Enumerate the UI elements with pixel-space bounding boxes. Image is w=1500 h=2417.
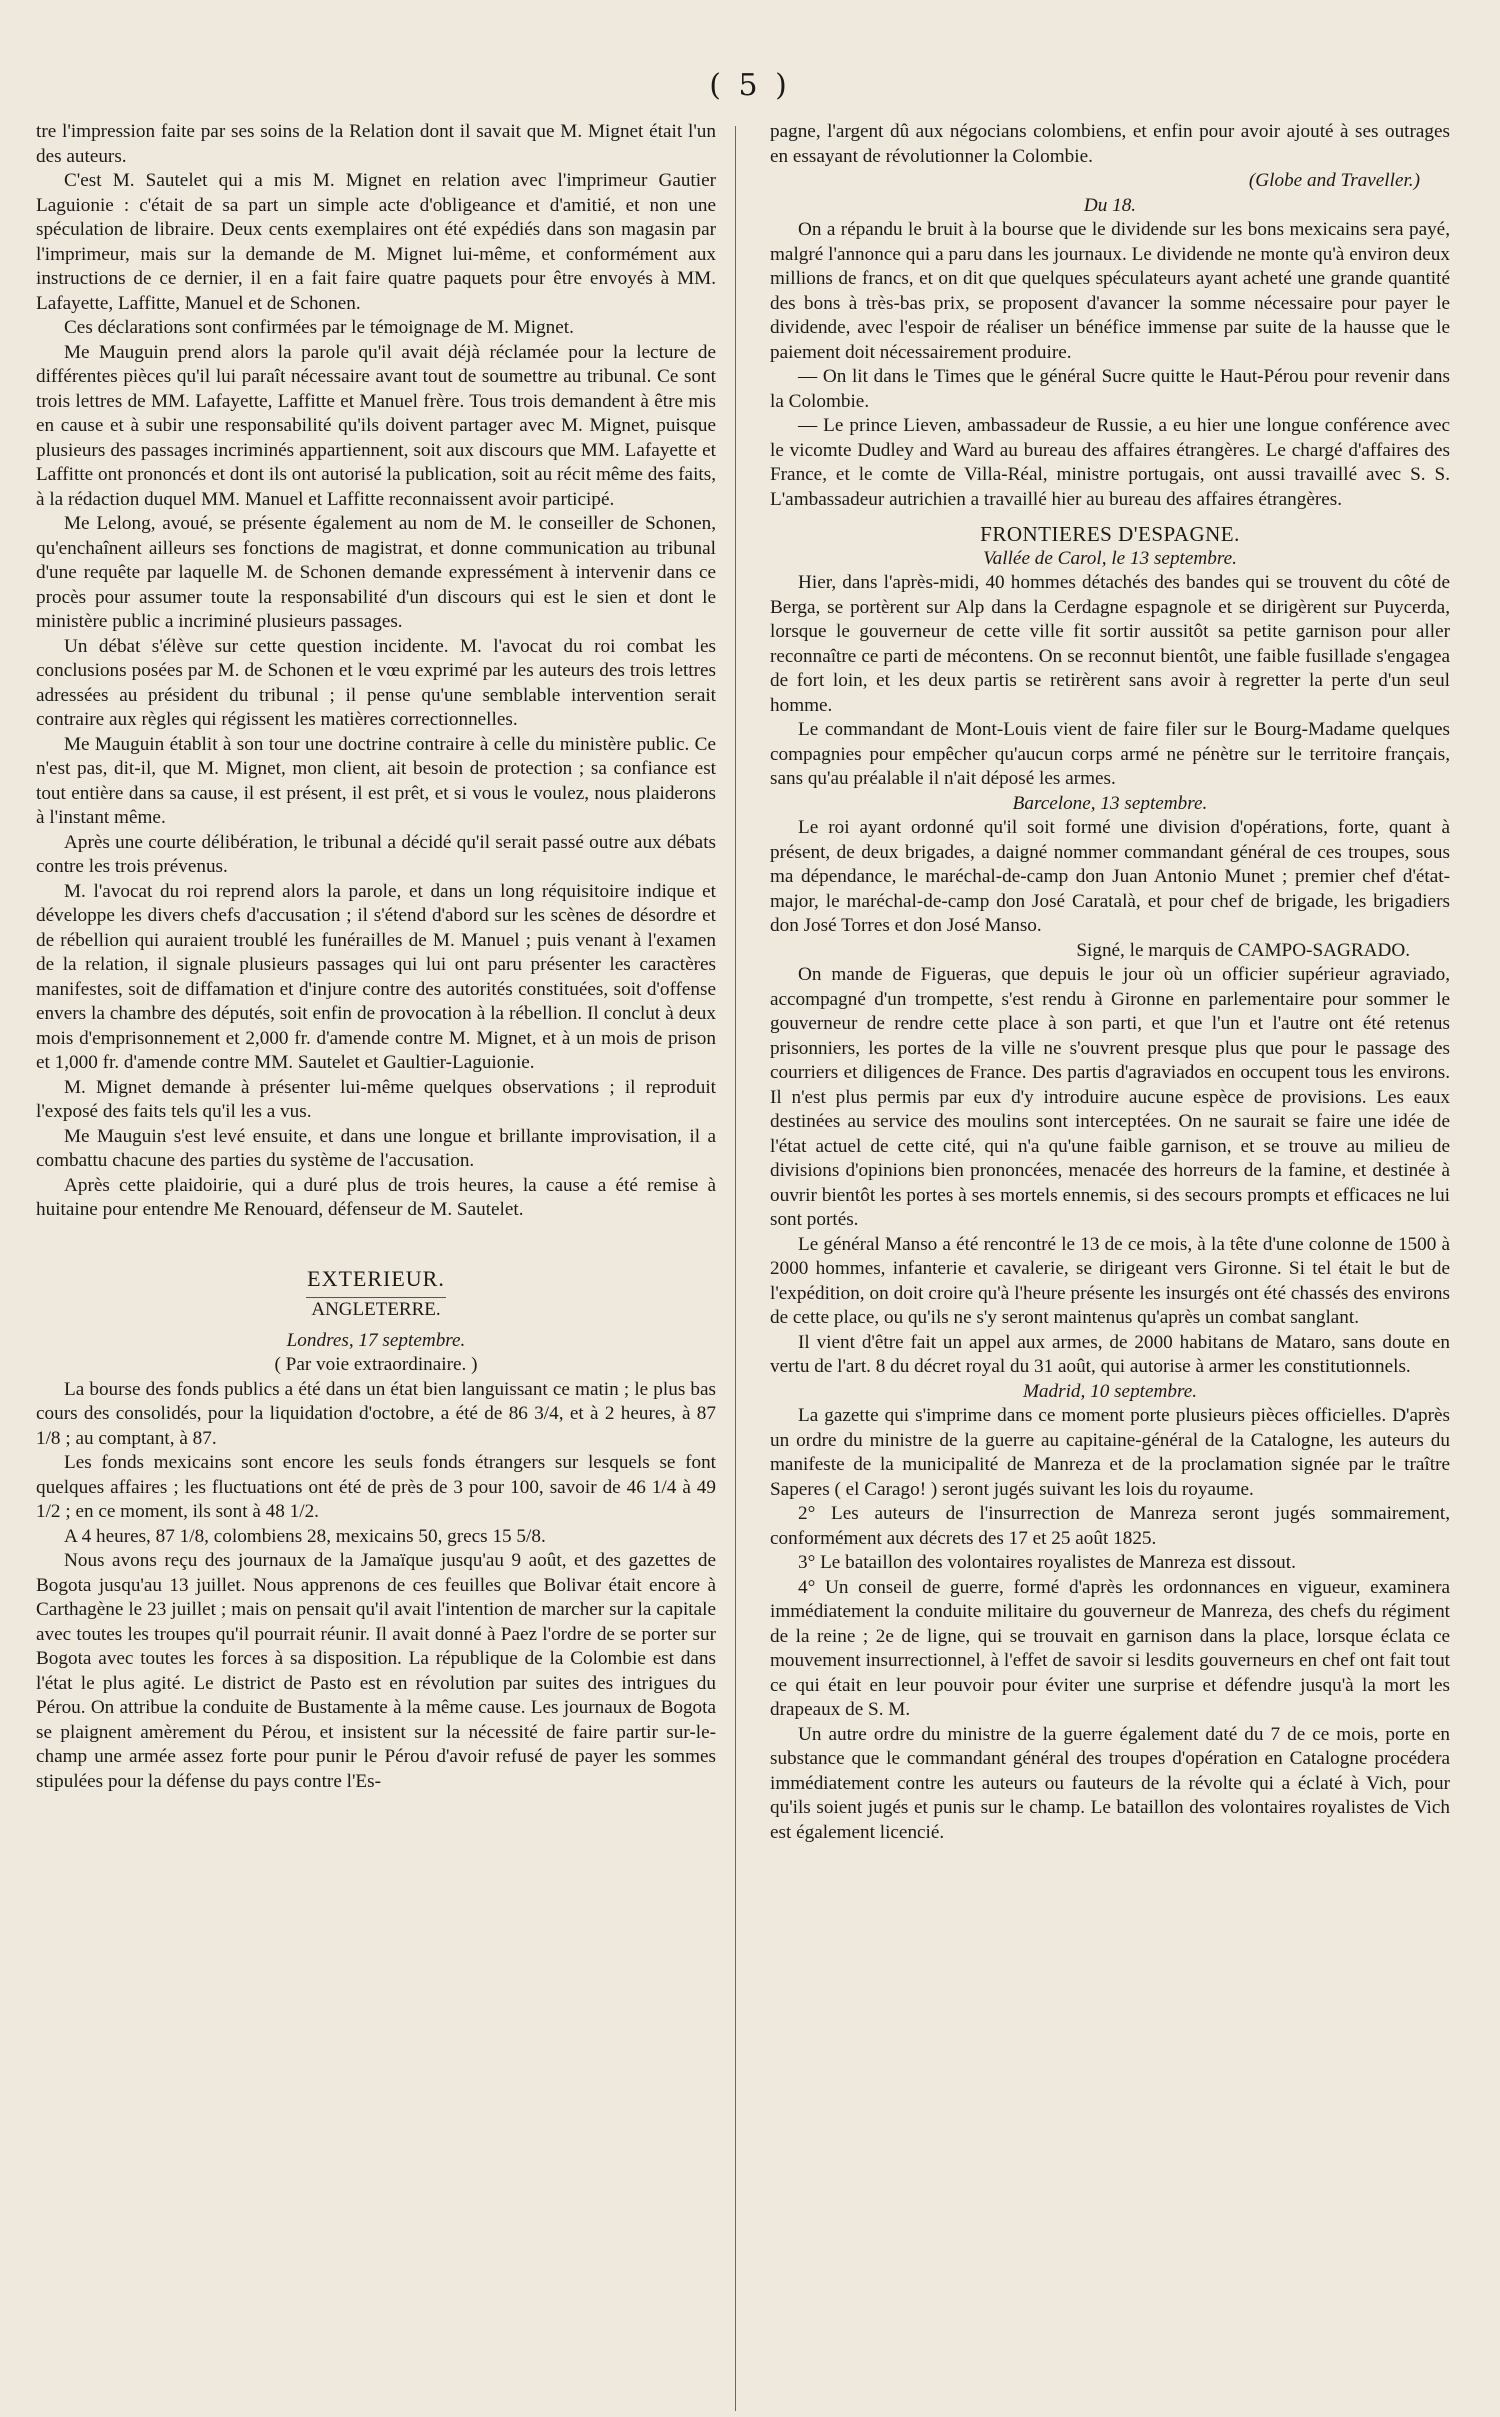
dateline-vallee-de-carol: Vallée de Carol, le 13 septembre. <box>983 547 1237 569</box>
paragraph: Le général Manso a été rencontré le 13 de ce mois, à la tête d'une colonne de 1500 à 2000 hommes, infanterie et cavalerie, se dirigeant vers Gironne. Si tel était le but de l'expédition, on doit croire qu'à l'heure présente les insurgés ont été chassés des environs de cette place, ou qu'ils ne s'y seront maintenus qu'après un combat sanglant. <box>770 1233 1450 1328</box>
paragraph: Un autre ordre du ministre de la guerre également daté du 7 de ce mois, porte en substance que le commandant général des troupes d'opération en Catalogne procédera immédiatement contre les auteurs ou fauteurs de la révolte qui a éclaté à Vich, pour qu'ils soient jugés et punis sur le champ. Le bataillon des volontaires royalistes de Vich est également licencié. <box>770 1723 1450 1843</box>
paragraph: pagne, l'argent dû aux négocians colombiens, et enfin pour avoir ajouté à ses outrages en essayant de révolutionner la Colombie. <box>770 121 1450 167</box>
dateline-londres: Londres, 17 septembre. <box>286 1329 466 1351</box>
paragraph: A 4 heures, 87 1/8, colombiens 28, mexicains 50, grecs 15 5/8. <box>64 1525 546 1547</box>
source-citation: (Globe and Traveller.) <box>1248 170 1420 191</box>
paragraph: Nous avons reçu des journaux de la Jamaïque jusqu'au 9 août, et des gazettes de Bogota jusqu'au 13 juillet. Nous apprenons de ces feuilles que Bolivar était encore à Carthagène le 23 juillet ; mais on pensait qu'il avait l'intention de marcher sur la capitale avec toutes les troupes qu'il pourrait réunir. Il avait donné à Paez l'ordre de se porter sur Bogota avec toutes les forces à sa disposition. La république de la Colombie est dans l'état le plus agité. Le district de Pasto est en révolution par suites des intrigues du Pérou. On attribue la conduite de Bustamente à la même cause. Les journaux de Bogota se plaignent amèrement du Pérou, et insistent sur la nécessité de faire partir sur-le-champ une armée assez forte pour punir le Pérou d'avoir refusé de payer les sommes stipulées pour la défense du pays contre l'Es- <box>36 1550 716 1792</box>
paragraph: 2° Les auteurs de l'insurrection de Manreza seront jugés sommairement, conformément aux décrets des 17 et 25 août 1825. <box>770 1503 1450 1549</box>
paragraph: Me Mauguin s'est levé ensuite, et dans une longue et brillante improvisation, il a combattu chacune des parties du système de l'accusation. <box>36 1125 716 1171</box>
dateline-madrid: Madrid, 10 septembre. <box>1022 1380 1198 1402</box>
paragraph: — Le prince Lieven, ambassadeur de Russie, a eu hier une longue conférence avec le vicomte Dudley and Ward au bureau des affaires étrangères. Le chargé d'affaires des France, et le comte de Villa-Réal, ministre portugais, ont aussi travaillé avec S. S. L'ambassadeur autrichien a travaillé hier au bureau des affaires étrangères. <box>770 415 1450 510</box>
paragraph: Me Lelong, avoué, se présente également au nom de M. le conseiller de Schonen, qu'enchaînent ailleurs ses fonctions de magistrat, et donne communication au tribunal d'une requête par laquelle M. de Schonen demande expressément à intervenir dans ce procès pour assumer toute la responsabilité d'un discours qui est le sien et dont le ministère public a incriminé plusieurs passages. <box>36 513 716 632</box>
dateline-du-18: Du 18. <box>1083 194 1137 216</box>
paragraph: Après une courte délibération, le tribunal a décidé qu'il serait passé outre aux débats contre les trois prévenus. <box>36 831 716 877</box>
paragraph: Un débat s'élève sur cette question incidente. M. l'avocat du roi combat les conclusions posées par M. de Schonen et le vœu exprimé par les auteurs des trois lettres adressées au président du tribunal ; il pense qu'une semblable intervention serait contraire aux règles qui régissent les matières correctionnelles. <box>36 635 716 730</box>
paragraph: M. Mignet demande à présenter lui-même quelques observations ; il reproduit l'exposé des faits tels qu'il les a vus. <box>36 1076 716 1122</box>
paragraph: C'est M. Sautelet qui a mis M. Mignet en relation avec l'imprimeur Gautier Laguionie : c'était de sa part un simple acte d'obligeance et d'amitié, et non une spéculation de libraire. Deux cents exemplaires ont été expédiés dans son magasin par l'imprimeur, mais sur la demande de M. Mignet lui-même, et conformément aux instructions de ce dernier, il en a fait faire quatre paquets pour être envoyés à MM. Lafayette, Laffitte, Manuel et de Schonen. <box>36 170 716 314</box>
paragraph: — On lit dans le Times que le général Sucre quitte le Haut-Pérou pour revenir dans la Colombie. <box>770 366 1450 412</box>
right-column <box>770 120 1450 1845</box>
paragraph: Après cette plaidoirie, qui a duré plus de trois heures, la cause a été remise à huitaine pour entendre Me Renouard, défenseur de M. Sautelet. <box>36 1174 716 1220</box>
paragraph: La bourse des fonds publics a été dans un état bien languissant ce matin ; le plus bas cours des consolidés, pour la liquidation d'octobre, a été de 86 3/4, et à 2 heures, à 87 1/8 ; au comptant, à 87. <box>36 1378 716 1449</box>
paragraph: Me Mauguin prend alors la parole qu'il avait déjà réclamée pour la lecture de différentes pièces qu'il lui paraît nécessaire avant tout de soumettre au tribunal. Ce sont trois lettres de MM. Lafayette, Laffitte et Manuel frère. Tous trois demandent à être mis en cause et à subir une responsabilité qu'ils doivent partager avec M. Mignet, puisque plusieurs des passages incriminés appartiennent, soit aux discours que MM. Lafayette et Laffitte ont prononcés et dont ils ont autorisé la publication, soit au récit même des faits, à la rédaction duquel MM. Manuel et Laffitte reconnaissent avoir participé. <box>36 341 716 510</box>
dateline-barcelone: Barcelone, 13 septembre. <box>1012 792 1208 814</box>
left-column <box>36 120 716 1794</box>
paragraph: Me Mauguin établit à son tour une doctrine contraire à celle du ministère public. Ce n'est pas, dit-il, que M. Mignet, mon client, ait besoin de protection ; sa confiance est tout entière dans sa cause, il est présent, il est prêt, et si vous le voulez, nous plaiderons à l'instant même. <box>36 733 716 828</box>
paragraph: 4° Un conseil de guerre, formé d'après les ordonnances en vigueur, examinera immédiatement la conduite militaire du gouverneur de Manreza, des chefs du régiment de la reine ; 2e de ligne, qui se trouvait en garnison dans la place, lorsque éclata ce mouvement insurrectionnel, à l'effet de savoir si lesdits gouverneurs en chef ont fait tout ce qui était en leur pouvoir pour éviter une surprise et défendre jusqu'à la mort les drapeaux de S. M. <box>770 1576 1450 1720</box>
extraordinary-note: ( Par voie extraordinaire. ) <box>274 1354 478 1375</box>
paragraph: On mande de Figueras, que depuis le jour où un officier supérieur agraviado, accompagné d'un trompette, s'est rendu à Gironne en parlementaire pour sommer le gouverneur de rendre cette place à son parti, et que l'un et l'autre ont été retenus prisonniers, les portes de la ville ne s'ouvrent presque plus que pour le passage des courriers et diligences de France. Des partis d'agraviados en occupent tous les environs. Il n'est plus permis par eux d'y introduire aucune espèce de provisions. Les eaux destinées au service des moulins sont interceptées. On ne saurait se faire une idée de l'état actuel de cette cité, qui n'a qu'une faible garnison, et se trouve au milieu de divisions d'opinions bien prononcées, menacée des horreurs de la famine, et destinée à ouvrir bientôt les portes à ses mortels ennemis, si des secours prompts et efficaces ne lui sont portés. <box>770 964 1450 1230</box>
paragraph: Ces déclarations sont confirmées par le témoignage de M. Mignet. <box>64 317 574 338</box>
paragraph: La gazette qui s'imprime dans ce moment porte plusieurs pièces officielles. D'après un ordre du ministre de la guerre au capitaine-général de la Catalogne, les auteurs du manifeste de la municipalité de Manreza et de la proclamation signée par le traître Saperes ( el Carago! ) seront jugés suivant les lois du royaume. <box>770 1405 1450 1500</box>
paragraph: Il vient d'être fait un appel aux armes, de 2000 habitans de Mataro, sans doute en vertu de l'art. 8 du décret royal du 31 août, qui autorise à armer les constitutionnels. <box>770 1331 1450 1377</box>
page-number: ( 5 ) <box>709 68 791 103</box>
paragraph: Le roi ayant ordonné qu'il soit formé une division d'opérations, forte, quant à présent, de deux brigades, a daigné nommer commandant général de ces troupes, sous ma dépendance, le maréchal-de-camp don Juan Antonio Munet ; premier chef d'état-major, le maréchal-de-camp don José Caratalà, et pour chef de brigade, les brigadiers don José Torres et don José Manso. <box>770 817 1450 936</box>
section-title-exterieur: EXTERIEUR. <box>307 1265 445 1291</box>
paragraph: tre l'impression faite par ses soins de la Relation dont il savait que M. Mignet était l'un des auteurs. <box>36 121 716 167</box>
paragraph: Hier, dans l'après-midi, 40 hommes détachés des bandes qui se trouvent du côté de Berga, se portèrent sur Alp dans la Cerdagne espagnole et se dirigèrent sur Puycerda, lorsque le gouverneur de cette ville fit sortir aussitôt sa petite garnison pour aller reconnaître ce parti de mécontens. On se reconnut bientôt, une faible fusillade s'engagea de fort loin, et les deux partis se retirèrent sans avoir à regretter la perte d'un seul homme. <box>770 572 1450 716</box>
paragraph: 3° Le bataillon des volontaires royalistes de Manreza est dissout. <box>798 1552 1296 1573</box>
paragraph: Le commandant de Mont-Louis vient de faire filer sur le Bourg-Madame quelques compagnies pour empêcher qu'aucun corps armé ne pénètre sur le territoire français, sans qu'au préalable il n'ait déposé les armes. <box>770 719 1450 789</box>
section-title-frontieres: FRONTIERES D'ESPAGNE. <box>980 522 1240 546</box>
paragraph: Les fonds mexicains sont encore les seuls fonds étrangers sur lesquels se font quelques affaires ; les fluctuations ont été de près de 3 pour 100, savoir de 46 1/4 à 49 1/2 ; en ce moment, ils sont à 48 1/2. <box>36 1452 716 1522</box>
column-rule <box>735 126 736 2411</box>
paragraph: On a répandu le bruit à la bourse que le dividende sur les bons mexicains sera payé, malgré l'annonce qui a paru dans les journaux. Le dividende ne monte qu'à environ deux millions de francs, et on dit que quelques spéculateurs ayant acheté une grande quantité des bons à très-bas prix, se proposent d'avancer la somme nécessaire pour payer le dividende, avec l'espoir de réaliser un bénéfice immense par suite de la hausse que le paiement doit nécessairement produire. <box>770 219 1450 363</box>
signature: Signé, le marquis de CAMPO-SAGRADO. <box>1076 939 1410 961</box>
subsection-title-angleterre: ANGLETERRE. <box>311 1299 441 1320</box>
paragraph: M. l'avocat du roi reprend alors la parole, et dans un long réquisitoire indique et développe les divers chefs d'accusation ; il s'étend d'abord sur les scènes de désordre et de rébellion qui auraient troublé les funérailles de M. Manuel ; puis venant à l'examen de la relation, il signale plusieurs passages qui lui ont paru présenter les caractères manifestes, soit de diffamation et d'injure contre des autorités constituées, soit d'offense envers la chambre des députés, soit enfin de provocation à la rébellion. Il conclut à deux mois d'emprisonnement et 2,000 fr. d'amende contre M. Mignet, et à un mois de prison et 1,000 fr. d'amende contre MM. Sautelet et Gaultier-Laguionie. <box>36 880 716 1073</box>
